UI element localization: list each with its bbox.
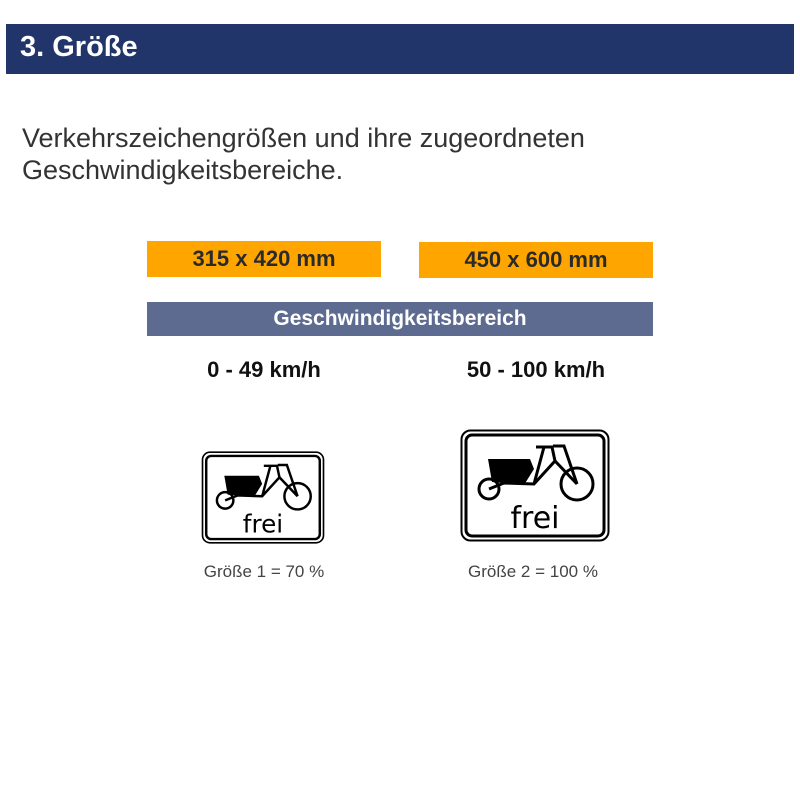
size-label-2: 450 x 600 mm [419,242,653,278]
section-header [6,24,794,74]
size-label-1: 315 x 420 mm [147,241,381,277]
traffic-sign-small [201,451,325,544]
speed-range-1: 0 - 49 km/h [207,357,321,382]
intro-text: Verkehrszeichengrößen und ihre zugeordneten Geschwindigkeitsbereiche. [22,123,585,185]
traffic-sign-large [460,429,610,542]
speed-range-bar: Geschwindigkeitsbereich [147,302,653,336]
sign-text-2: frei [510,501,560,536]
sign-text-1: frei [242,509,284,539]
speed-range-2: 50 - 100 km/h [466,357,606,382]
section-title: 3. Größe [20,31,138,63]
size-caption-2: Größe 2 = 100 % [468,562,598,581]
size-caption-1: Größe 1 = 70 % [203,562,325,581]
